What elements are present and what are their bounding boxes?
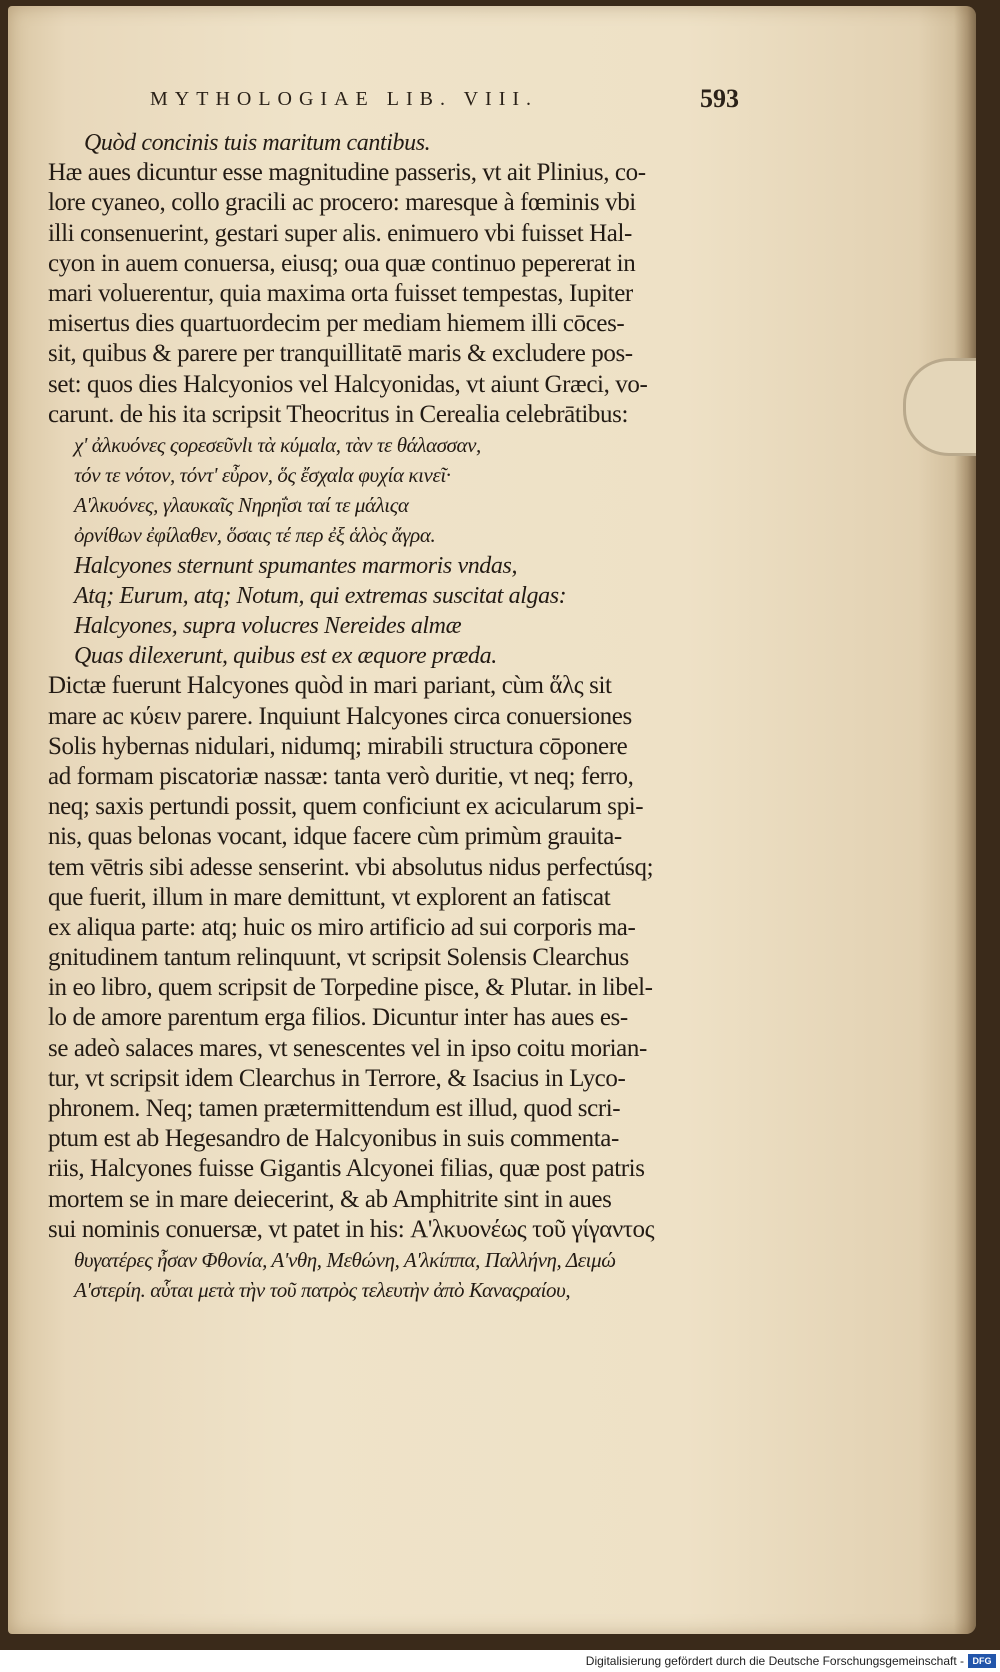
dfg-logo: DFG — [968, 1654, 996, 1668]
page-edge-shadow — [954, 6, 976, 1634]
text-line: Α'λκυόνες, γλαυκαῖς Νηρηΐσι ταί τε μάλιςα — [74, 493, 409, 518]
text-line: neq; saxis pertundi possit, quem conficiunt ex acicularum spi- — [48, 793, 644, 821]
text-line: que fuerit, illum in mare demittunt, vt explorent an fatiscat — [48, 883, 611, 911]
text-line: χ' ἀλκυόνες ςορεσεῦνlι τὰ κύμαlα, τὰν τε θάλασσαν, — [74, 432, 481, 457]
text-line: in eo libro, quem scripsit de Torpedine pisce, & Plutar. in libel- — [48, 974, 653, 1002]
text-line: sit, quibus & parere per tranquillitatē maris & excludere pos- — [48, 340, 633, 368]
text-line: carunt. de his ita scripsit Theocritus in Cerealia celebrātibus: — [48, 400, 628, 428]
text-line: ὀρνίθων ἐφίλαθεν, ὅσαις τέ περ ἐξ ἁλὸς ἄγρα. — [74, 523, 436, 548]
funding-credit: Digitalisierung gefördert durch die Deutsche Forschungsgemeinschaft - — [585, 1654, 964, 1668]
text-line: tem vētris sibi adesse senserint. vbi absolutus nidus perfectúsq; — [48, 853, 654, 881]
text-line: Hæ aues dicuntur esse magnitudine passeris, vt ait Plinius, co- — [48, 159, 646, 187]
page-number: 593 — [700, 84, 739, 113]
text-line: sui nominis conuersæ, vt patet in his: Α'λκυονέως τοῦ γίγαντος — [48, 1215, 655, 1243]
text-line: tur, vt scripsit idem Clearchus in Terrore, & Isacius in Lyco- — [48, 1064, 626, 1092]
text-line: mari voluerentur, quia maxima orta fuisset tempestas, Iupiter — [48, 279, 633, 307]
running-title: MYTHOLOGIAE LIB. VIII. — [150, 88, 539, 110]
text-line: Dictæ fuerunt Halcyones quòd in mari pariant, cùm ἅλς sit — [48, 672, 612, 700]
text-line: Halcyones, supra volucres Nereides almæ — [74, 613, 462, 639]
footer-bar — [0, 1652, 1000, 1672]
text-line: lore cyaneo, collo gracili ac procero: maresque à fœminis vbi — [48, 189, 636, 217]
text-line: set: quos dies Halcyonios vel Halcyonidas, vt aiunt Græci, vo- — [48, 370, 648, 398]
page-tab-marker — [903, 358, 976, 456]
text-line: ex aliqua parte: atq; huic os miro artificio ad sui corporis ma- — [48, 913, 636, 941]
text-line: riis, Halcyones fuisse Gigantis Alcyonei filias, quæ post patris — [48, 1155, 645, 1183]
text-line: mare ac κύειν parere. Inquiunt Halcyones circa conuersiones — [48, 702, 632, 730]
text-line: θυγατέρες ἦσαν Φθονία, Α'νθη, Μεθώνη, Α'λκίππα, Παλλήνη, Δειμώ — [74, 1247, 616, 1272]
text-line: misertus dies quartuordecim per mediam hiemem illi cōces- — [48, 310, 625, 338]
text-line: Solis hybernas nidulari, nidumq; mirabili structura cōponere — [48, 732, 628, 760]
text-line: Α'στερίη. αὗται μετὰ τὴν τοῦ πατρὸς τελευτὴν ἀπὸ Καναςραίου, — [74, 1278, 571, 1303]
text-line: Quas dilexerunt, quibus est ex æquore præda. — [74, 643, 497, 670]
text-line: τόν τε νότον, τόντ' εὖρον, ὅς ἔσχαlα φυχία κινεῖ· — [74, 463, 451, 488]
text-line: ad formam piscatoriæ nassæ: tanta verò duritie, vt neq; ferro, — [48, 762, 634, 790]
text-line: Atq; Eurum, atq; Notum, qui extremas suscitat algas: — [74, 582, 567, 609]
text-line: lo de amore parentum erga filios. Dicuntur inter has aues es- — [48, 1004, 628, 1032]
text-line: gnitudinem tantum relinquunt, vt scripsit Solensis Clearchus — [48, 944, 629, 972]
text-line: phronem. Neq; tamen prætermittendum est illud, quod scri- — [48, 1095, 621, 1122]
text-line: illi consenuerint, gestari super alis. enimuero vbi fuisset Hal- — [48, 219, 632, 247]
text-line: Quòd concinis tuis maritum cantibus. — [84, 130, 431, 156]
text-line: cyon in auem conuersa, eiusq; oua quæ continuo pepererat in — [48, 249, 636, 277]
text-line: nis, quas belonas vocant, idque facere cùm primùm grauita- — [48, 823, 622, 851]
text-line: ptum est ab Hegesandro de Halcyonibus in suis commenta- — [48, 1125, 619, 1153]
page-text — [48, 128, 753, 1305]
text-line: se adeò salaces mares, vt senescentes vel in ipso coitu morian- — [48, 1034, 647, 1062]
text-line: Halcyones sternunt spumantes marmoris vndas, — [74, 552, 518, 579]
text-line: mortem se in mare deiecerint, & ab Amphitrite sint in aues — [48, 1185, 612, 1213]
